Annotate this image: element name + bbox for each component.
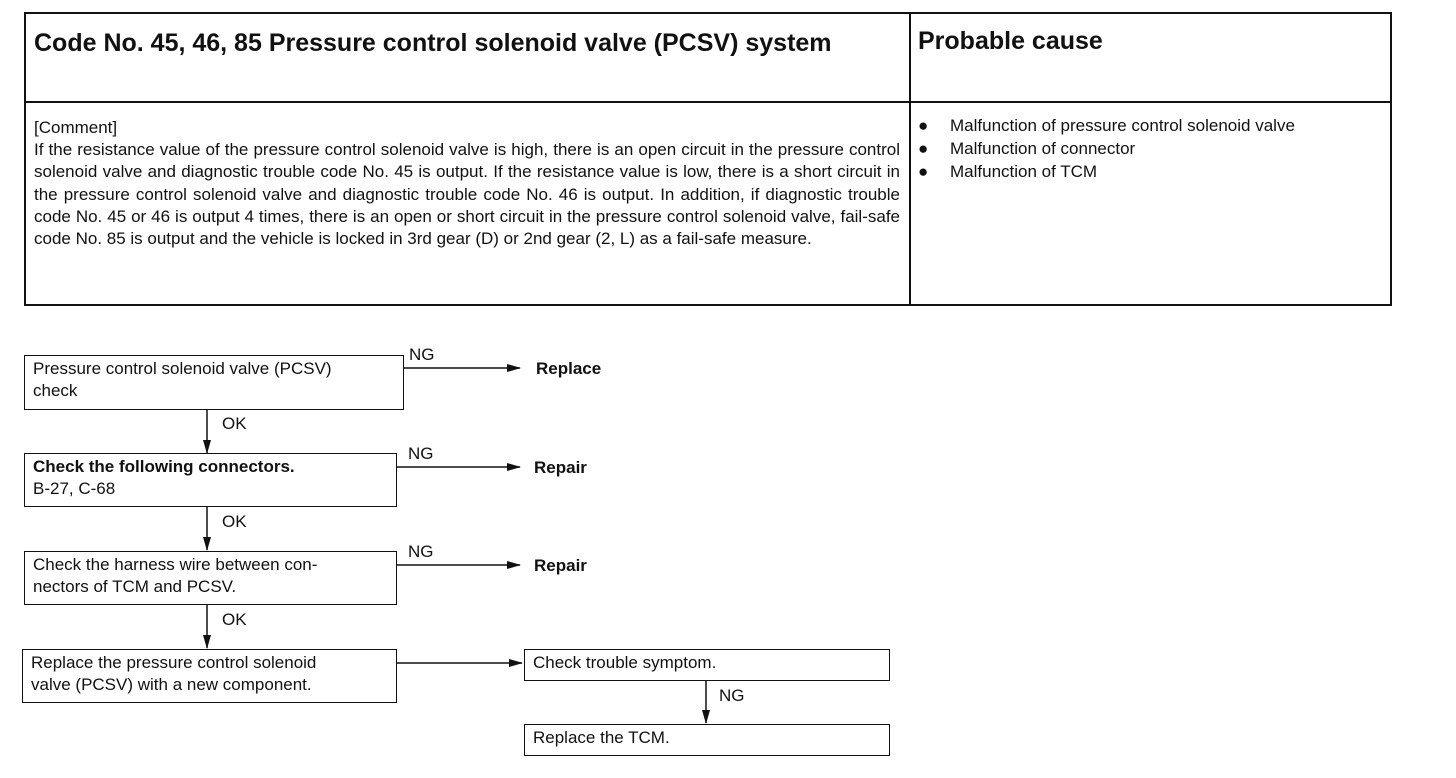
step-line: Check trouble symptom. bbox=[533, 653, 717, 672]
step-line: Check the harness wire between con- bbox=[33, 555, 318, 574]
connector-check-box bbox=[24, 453, 397, 507]
step-line: nectors of TCM and PCSV. bbox=[33, 577, 237, 596]
replace-result: Replace bbox=[536, 359, 602, 378]
pcsv-check-box bbox=[24, 355, 404, 410]
harness-check-box bbox=[24, 551, 397, 605]
comment-label: [Comment] bbox=[34, 118, 118, 137]
replace-pcsv-box bbox=[22, 649, 397, 703]
repair-result: Repair bbox=[534, 556, 587, 575]
step-line: valve (PCSV) with a new component. bbox=[31, 675, 312, 694]
ng-label: NG bbox=[409, 345, 435, 364]
ok-label: OK bbox=[222, 512, 247, 531]
step-line: Pressure control solenoid valve (PCSV) bbox=[33, 359, 332, 378]
bullet-icon: ● bbox=[918, 162, 929, 181]
repair-result: Repair bbox=[534, 458, 587, 477]
cause-text: Malfunction of TCM bbox=[950, 162, 1098, 181]
ng-label: NG bbox=[719, 686, 745, 705]
bullet-icon: ● bbox=[918, 139, 929, 158]
step-line: Check the following connectors. bbox=[33, 457, 295, 476]
ng-label: NG bbox=[408, 542, 434, 561]
bullet-icon: ● bbox=[918, 116, 929, 135]
step-line: B-27, C-68 bbox=[33, 479, 116, 498]
cause-text: Malfunction of pressure control solenoid valve bbox=[950, 116, 1295, 135]
cause-text: Malfunction of connector bbox=[950, 139, 1136, 158]
ok-label: OK bbox=[222, 610, 247, 629]
code-title: Code No. 45, 46, 85 Pressure control solenoid valve (PCSV) system bbox=[34, 29, 832, 57]
check-symptom-box bbox=[524, 649, 890, 681]
ok-label: OK bbox=[222, 414, 247, 433]
replace-tcm-box bbox=[524, 724, 890, 756]
comment-text: If the resistance value of the pressure control solenoid valve is high, there is an open circuit in the pressure control solenoid valve and diagnostic trouble code No. 45 is output. If the resistance value is low, there is a short circuit in the pressure control solenoid valve and diagnostic trouble code No. 46 is output. In addition, if diagnostic trouble code No. 45 or 46 is output 4 times, there is an open or short circuit in the pressure control solenoid valve, fail-safe code No. 85 is output and the vehicle is locked in 3rd gear (D) or 2nd gear (2, L) as a fail-safe measure. bbox=[34, 140, 900, 249]
step-line: Replace the pressure control solenoid bbox=[31, 653, 317, 672]
probable-cause-header: Probable cause bbox=[918, 27, 1103, 55]
ng-label: NG bbox=[408, 444, 434, 463]
step-line: check bbox=[33, 381, 78, 400]
step-line: Replace the TCM. bbox=[533, 728, 670, 747]
